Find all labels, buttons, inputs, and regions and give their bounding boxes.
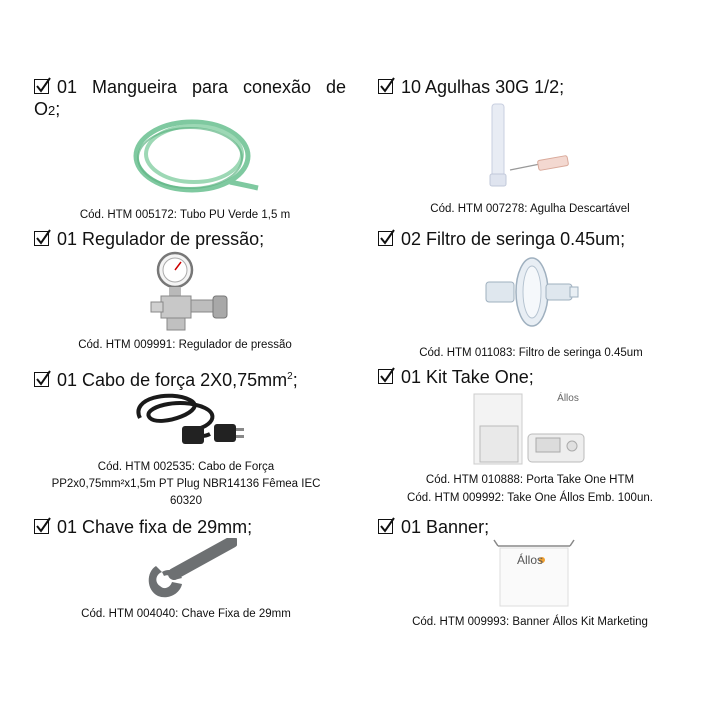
- item-filter-heading-text: 02 Filtro de seringa 0.45um;: [401, 229, 626, 249]
- wrench-image: [142, 538, 237, 600]
- item-hose-code: Cód. HTM 005172: Tubo PU Verde 1,5 m: [79, 209, 291, 221]
- checkbox-checked-icon: [378, 79, 393, 94]
- item-banner-heading-text: 01 Banner;: [401, 517, 490, 537]
- checkbox-checked-icon: [34, 231, 49, 246]
- green-tube-image: [130, 112, 260, 200]
- power-cable-image: [130, 388, 250, 454]
- item-takeone-code-line1: Cód. HTM 010888: Porta Take One HTM: [425, 474, 635, 486]
- item-needles-heading-text: 10 Agulhas 30G 1/2;: [401, 77, 565, 97]
- syringe-filter-image: [482, 252, 582, 332]
- heading-suffix: ;: [292, 370, 298, 390]
- item-hose-heading-line2: O2;: [34, 99, 61, 119]
- item-needles-code: Cód. HTM 007278: Agulha Descartável: [430, 203, 630, 215]
- checkbox-checked-icon: [34, 372, 49, 387]
- subscript-2: 2: [48, 103, 56, 118]
- item-cable-heading-text: 01 Cabo de força 2X0,75mm: [57, 370, 288, 390]
- checkbox-checked-icon: [378, 231, 393, 246]
- item-regulator-heading-text: 01 Regulador de pressão;: [57, 229, 265, 249]
- item-banner-heading: [378, 516, 489, 538]
- checkbox-checked-icon: [378, 519, 393, 534]
- take-one-brand: Állos: [557, 393, 579, 404]
- item-filter-code: Cód. HTM 011083: Filtro de seringa 0.45um: [419, 347, 643, 359]
- item-cable-code-line2: PP2x0,75mm²x1,5m PT Plug NBR14136 Fêmea IEC: [51, 478, 321, 490]
- item-cable-code-line3: 60320: [170, 495, 202, 507]
- superscript-2: 2: [287, 371, 293, 382]
- item-takeone-code-line2: Cód. HTM 009992: Take One Állos Emb. 100un.: [407, 492, 653, 504]
- item-banner-code: Cód. HTM 009993: Banner Állos Kit Marketing: [412, 616, 648, 628]
- checkbox-checked-icon: [34, 79, 49, 94]
- item-takeone-heading: [378, 366, 534, 388]
- needle-image: [478, 100, 588, 192]
- item-hose: [34, 76, 346, 98]
- checkbox-checked-icon: [34, 519, 49, 534]
- item-wrench-code: Cód. HTM 004040: Chave Fixa de 29mm: [81, 608, 291, 620]
- item-filter-heading: [378, 228, 625, 250]
- item-needles-heading: [378, 76, 564, 98]
- item-wrench-heading-text: 01 Chave fixa de 29mm;: [57, 517, 253, 537]
- item-hose-heading: [34, 76, 346, 98]
- item-wrench-heading: [34, 516, 252, 538]
- item-hose-heading-text: 01 Mangueira para conexão de: [57, 77, 346, 97]
- heading-suffix: ;: [55, 99, 61, 119]
- item-cable-code-line1: Cód. HTM 002535: Cabo de Força: [97, 461, 275, 473]
- banner-image: [492, 536, 576, 610]
- pressure-regulator-image: [145, 250, 235, 332]
- item-regulator-code: Cód. HTM 009991: Regulador de pressão: [78, 339, 292, 351]
- item-regulator-heading: [34, 228, 264, 250]
- item-takeone-heading-text: 01 Kit Take One;: [401, 367, 534, 387]
- checkbox-checked-icon: [378, 369, 393, 384]
- banner-brand: Állos: [516, 553, 543, 567]
